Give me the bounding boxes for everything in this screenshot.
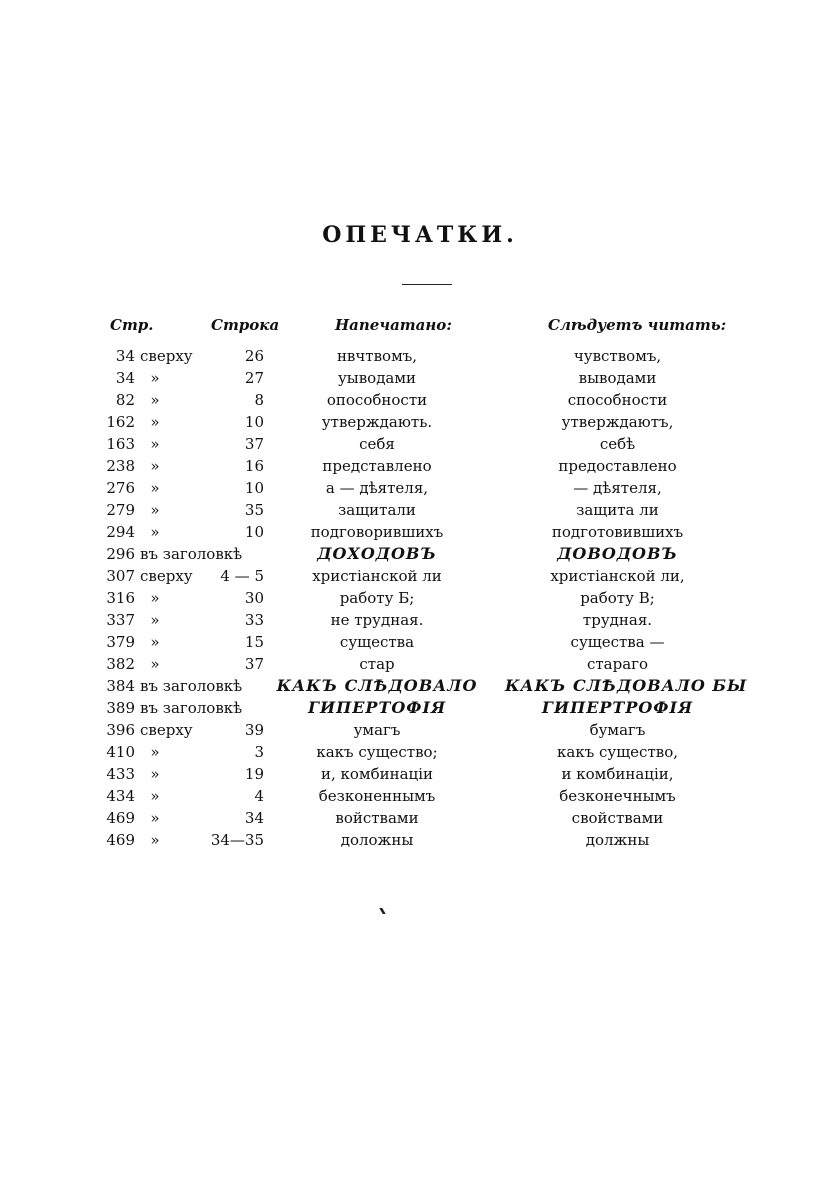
cell-loc: » [150, 369, 160, 387]
cell-line: 37 [244, 655, 264, 673]
table-row [0, 741, 840, 763]
cell-loc: » [150, 831, 160, 849]
cell-loc: въ заголовкѣ [140, 677, 243, 695]
table-row [0, 477, 840, 499]
cell-line: 34 [244, 809, 264, 827]
cell-page: 469 [106, 831, 135, 849]
cell-page: 410 [106, 743, 135, 761]
cell-read: себѣ [599, 435, 636, 453]
cell-line: 10 [244, 479, 264, 497]
cell-page: 434 [106, 787, 135, 805]
table-row [0, 565, 840, 587]
cell-printed: безконеннымъ [318, 787, 436, 805]
table-row [0, 345, 840, 367]
cell-loc: » [150, 809, 160, 827]
cell-read: бумагъ [589, 721, 646, 739]
errata-table [0, 345, 840, 851]
cell-line: 3 [254, 743, 264, 761]
cell-line: 19 [244, 765, 264, 783]
cell-read: КАКЪ СЛѢДОВАЛО БЫ [505, 676, 748, 695]
cell-read: ГИПЕРТРОФІЯ [541, 698, 694, 717]
cell-line: 33 [244, 611, 264, 629]
table-row [0, 367, 840, 389]
cell-page: 382 [106, 655, 135, 673]
cell-printed: работу Б; [339, 589, 415, 607]
cell-printed: войствами [335, 809, 419, 827]
cell-read: безконечнымъ [559, 787, 676, 805]
cell-printed: и, комбинаціи [320, 765, 434, 783]
cell-loc: » [150, 435, 160, 453]
cell-loc: » [150, 655, 160, 673]
cell-read: должны [585, 831, 650, 849]
cell-loc: » [150, 589, 160, 607]
cell-printed: ГИПЕРТОФІЯ [307, 698, 447, 717]
table-row [0, 389, 840, 411]
cell-loc: » [150, 765, 160, 783]
table-row [0, 807, 840, 829]
table-header [0, 316, 840, 338]
cell-loc: » [150, 787, 160, 805]
cell-loc: » [150, 391, 160, 409]
cell-page: 307 [106, 567, 135, 585]
cell-printed: подговорившихъ [310, 523, 444, 541]
cell-printed: защитали [338, 501, 416, 519]
cell-line: 26 [244, 347, 264, 365]
header-read: Слѣдуетъ читать: [548, 316, 727, 334]
cell-read: защита ли [576, 501, 659, 519]
cell-loc: въ заголовкѣ [140, 699, 243, 717]
page-title: ОПЕЧАТКИ. [322, 222, 518, 248]
cell-printed: доложны [340, 831, 414, 849]
cell-page: 163 [106, 435, 135, 453]
cell-read: ДОВОДОВЪ [557, 544, 678, 563]
cell-loc: » [150, 743, 160, 761]
cell-line: 4 — 5 [220, 567, 264, 585]
cell-line: 35 [244, 501, 264, 519]
header-line: Строка [211, 316, 280, 334]
cell-page: 316 [106, 589, 135, 607]
cell-page: 279 [106, 501, 135, 519]
cell-page: 296 [106, 545, 135, 563]
header-page: Стр. [110, 316, 154, 334]
cell-page: 384 [106, 677, 135, 695]
cell-line: 34—35 [210, 831, 264, 849]
cell-printed: стар [359, 655, 395, 673]
table-row [0, 499, 840, 521]
cell-printed: какъ существо; [316, 743, 438, 761]
cell-page: 34 [115, 347, 135, 365]
cell-read: и комбинаціи, [561, 765, 674, 783]
table-row [0, 763, 840, 785]
cell-loc: въ заголовкѣ [140, 545, 243, 563]
table-row [0, 631, 840, 653]
cell-printed: существа [339, 633, 415, 651]
cell-read: чувствомъ, [573, 347, 662, 365]
cell-page: 379 [106, 633, 135, 651]
table-row [0, 543, 840, 565]
table-row [0, 521, 840, 543]
cell-printed: нвчтвомъ, [336, 347, 418, 365]
cell-loc: » [150, 501, 160, 519]
cell-line: 10 [244, 523, 264, 541]
cell-printed: христіанской ли [312, 567, 442, 585]
cell-printed: а — дѣятеля, [325, 479, 429, 497]
cell-line: 8 [254, 391, 264, 409]
title-rule [402, 284, 452, 285]
cell-printed: уыводами [337, 369, 417, 387]
cell-page: 389 [106, 699, 135, 717]
cell-line: 15 [244, 633, 264, 651]
cell-page: 433 [106, 765, 135, 783]
cell-page: 294 [106, 523, 135, 541]
cell-read: трудная. [582, 611, 653, 629]
table-row [0, 653, 840, 675]
cell-loc: сверху [140, 347, 193, 365]
cell-loc: » [150, 633, 160, 651]
cell-read: — дѣятеля, [573, 479, 662, 497]
cell-read: христіанской ли, [550, 567, 685, 585]
cell-loc: сверху [140, 721, 193, 739]
cell-page: 276 [106, 479, 135, 497]
cell-read: предоставлено [558, 457, 677, 475]
ink-mark [379, 908, 385, 914]
cell-line: 30 [244, 589, 264, 607]
cell-loc: » [150, 479, 160, 497]
cell-read: работу В; [580, 589, 655, 607]
cell-loc: » [150, 457, 160, 475]
table-row [0, 697, 840, 719]
cell-page: 162 [106, 413, 135, 431]
cell-line: 27 [244, 369, 264, 387]
cell-page: 337 [106, 611, 135, 629]
table-row [0, 719, 840, 741]
cell-printed: ДОХОДОВЪ [317, 544, 437, 563]
table-row [0, 587, 840, 609]
cell-loc: » [150, 413, 160, 431]
table-row [0, 609, 840, 631]
cell-printed: опособности [326, 391, 428, 409]
header-printed: Напечатано: [335, 316, 452, 334]
table-row [0, 411, 840, 433]
cell-printed: КАКЪ СЛѢДОВАЛО [276, 676, 478, 695]
table-row [0, 455, 840, 477]
cell-page: 82 [115, 391, 135, 409]
table-row [0, 829, 840, 851]
table-row [0, 433, 840, 455]
cell-read: способности [567, 391, 668, 409]
cell-loc: » [150, 611, 160, 629]
cell-loc: » [150, 523, 160, 541]
cell-line: 10 [244, 413, 264, 431]
cell-line: 37 [244, 435, 264, 453]
cell-printed: себя [359, 435, 395, 453]
cell-page: 34 [115, 369, 135, 387]
cell-line: 16 [244, 457, 264, 475]
cell-page: 469 [106, 809, 135, 827]
cell-read: стараго [586, 655, 649, 673]
cell-read: какъ существо, [557, 743, 678, 761]
cell-printed: не трудная. [330, 611, 424, 629]
cell-read: выводами [578, 369, 657, 387]
cell-printed: умагъ [353, 721, 401, 739]
table-row [0, 675, 840, 697]
cell-printed: представлено [322, 457, 432, 475]
cell-page: 238 [106, 457, 135, 475]
cell-read: свойствами [571, 809, 664, 827]
table-row [0, 785, 840, 807]
cell-read: подготовившихъ [551, 523, 684, 541]
cell-loc: сверху [140, 567, 193, 585]
cell-printed: утверждають. [321, 413, 433, 431]
cell-line: 4 [254, 787, 264, 805]
cell-line: 39 [244, 721, 264, 739]
cell-read: утверждаютъ, [561, 413, 674, 431]
cell-read: существа — [570, 633, 665, 651]
cell-page: 396 [106, 721, 135, 739]
